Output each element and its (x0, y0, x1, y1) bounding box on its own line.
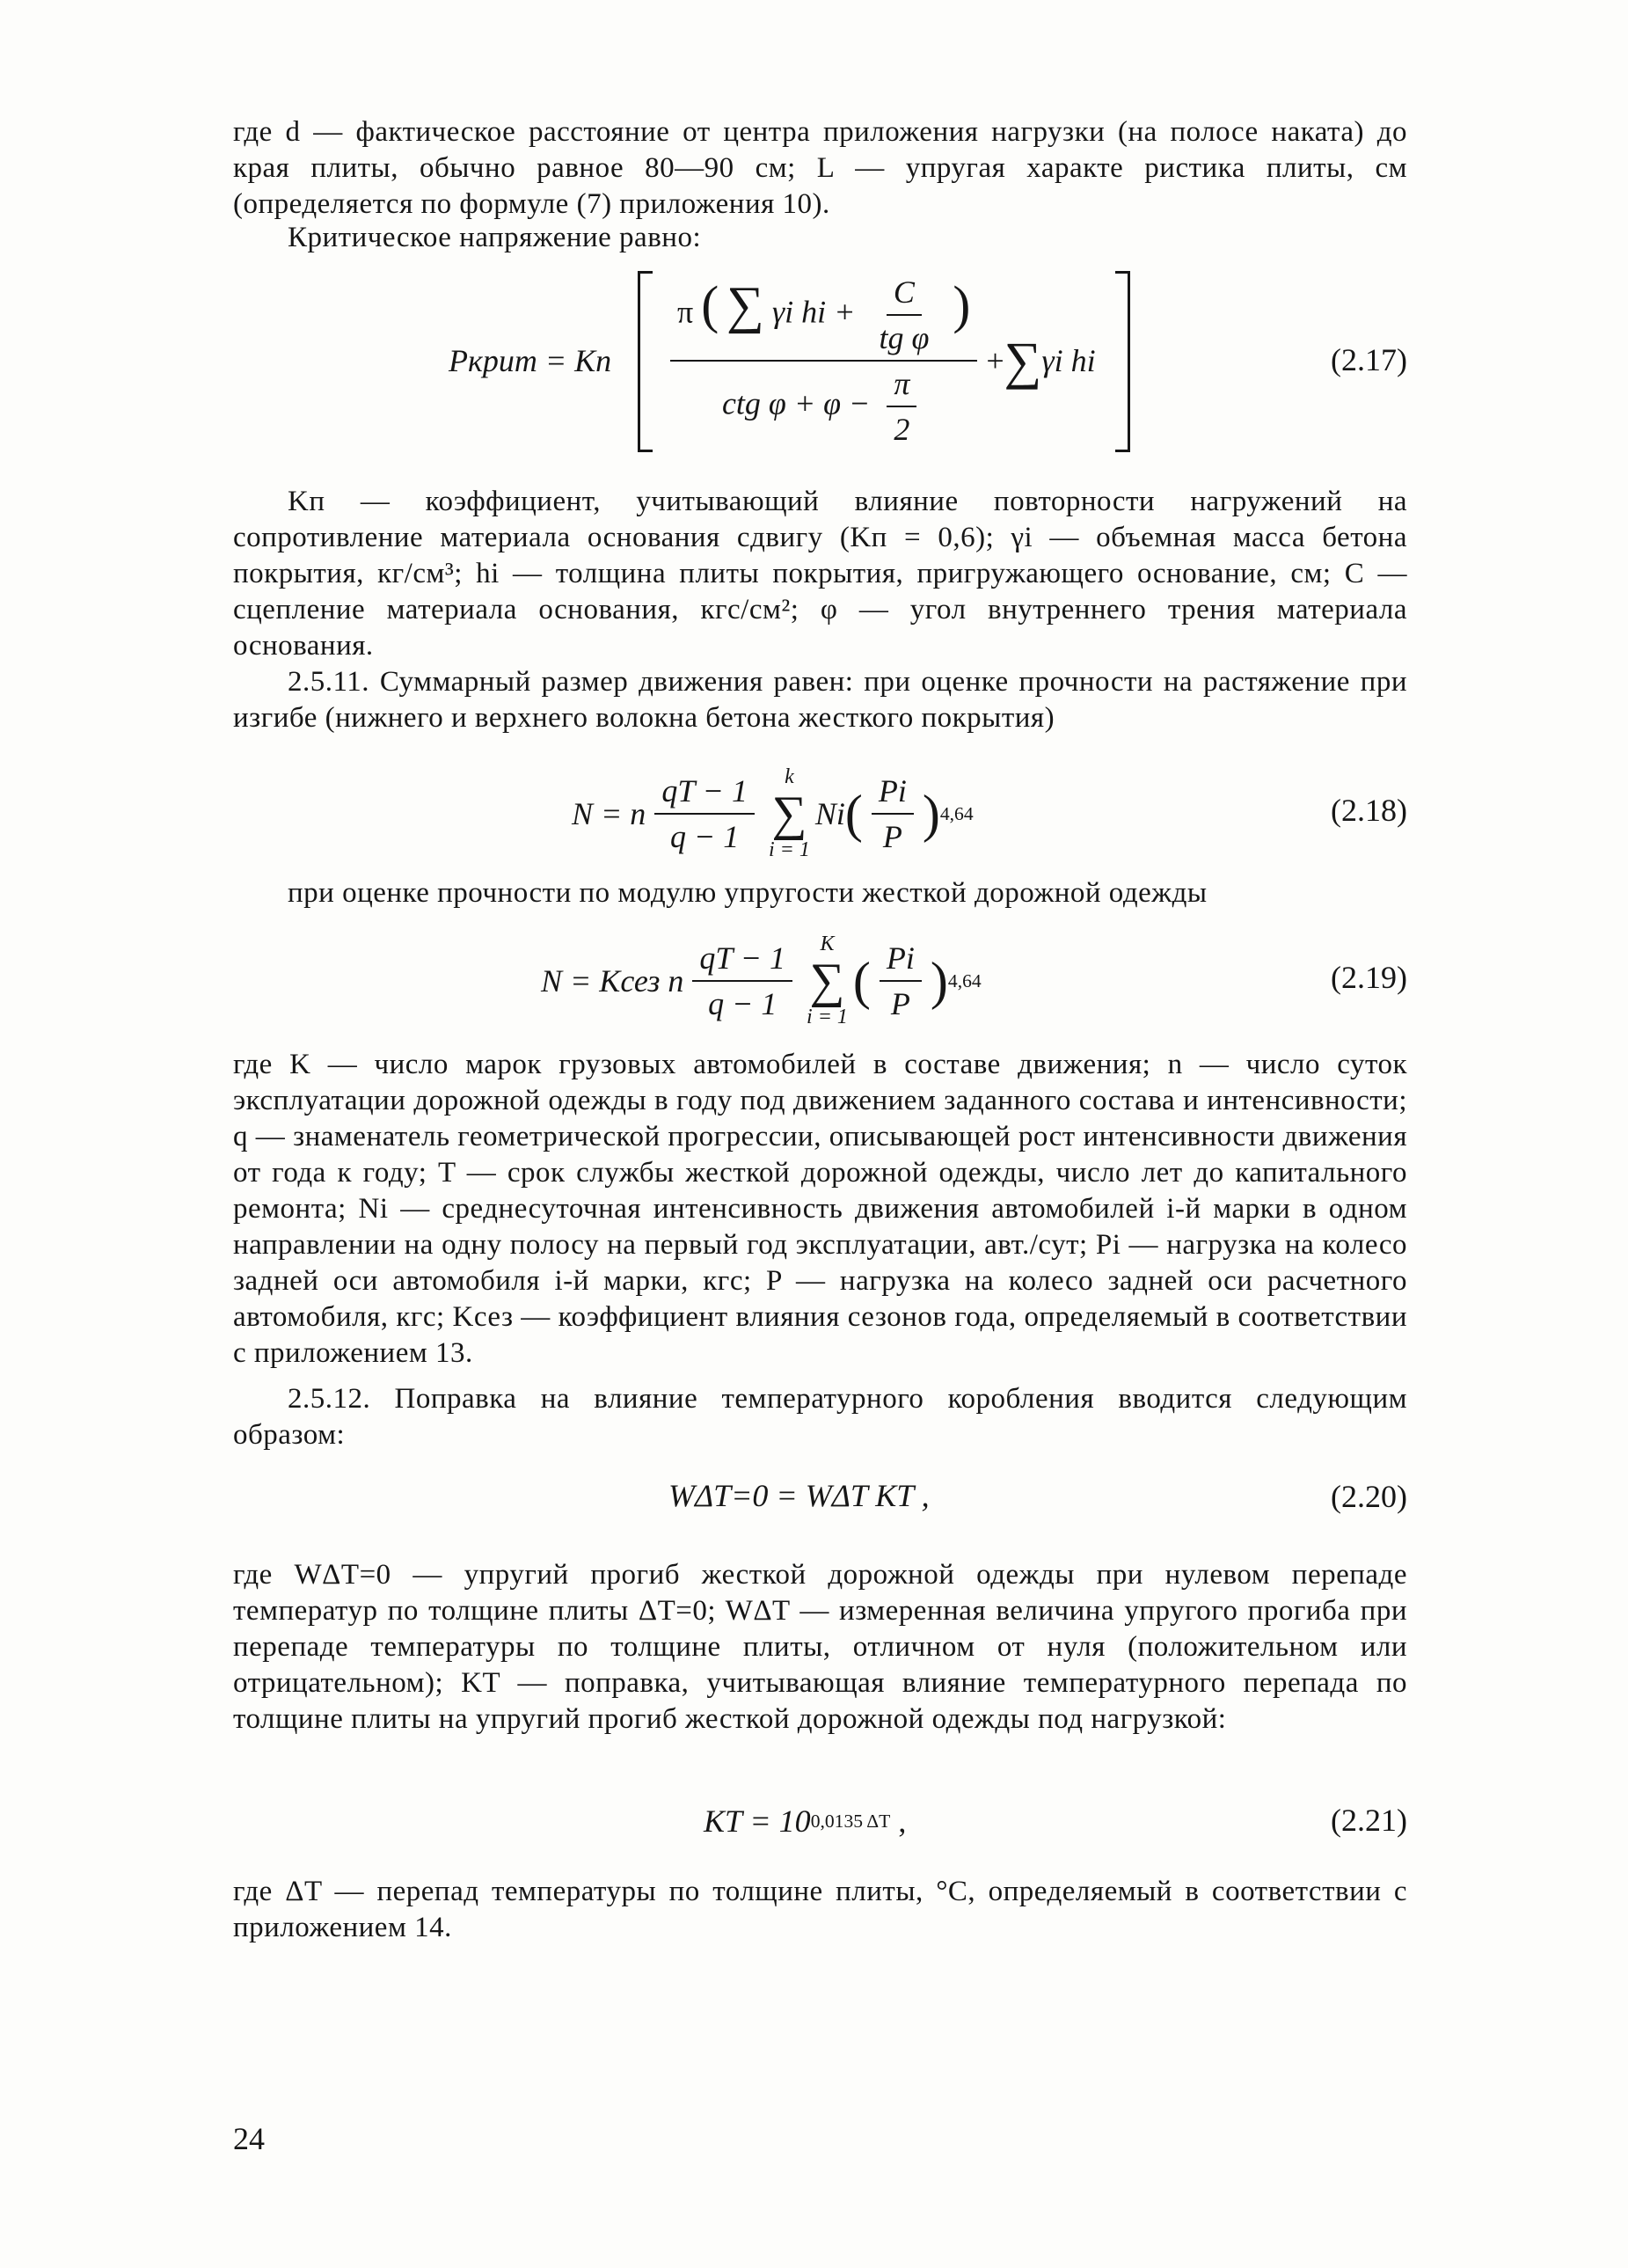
exponent: 4,64 (947, 969, 982, 991)
pi-numerator: Pi (872, 772, 914, 815)
paragraph-variable-definitions: Kп — коэффициент, учитывающий влияние повторности нагружений на сопротивление материала основания сдвигу (Kп = 0,6); γi — объемная масса бетона покрытия, кг/см³; hi — толщина плиты покрытия, пригружающего основание, см; C — сцепление материала основания, кгс/см²; φ — угол внутреннего трения материала основания. (233, 486, 1407, 662)
p-denominator: P (882, 819, 902, 854)
sum-symbol: ∑ (809, 954, 845, 1008)
exponent: 4,64 (939, 802, 974, 824)
right-bracket (1115, 271, 1130, 452)
equation-number: (2.19) (1331, 960, 1407, 995)
equation-2-19: N = Kсез n $\frac{qT - 1}{q - 1}$ K ∑ i = 1 ( $\frac{Pi}{P}$ ) 4,64 (541, 933, 982, 1028)
equation-number: (2.18) (1331, 793, 1407, 828)
pi-symbol: π (677, 294, 694, 330)
fraction-denominator (715, 362, 932, 448)
paragraph-critical-stress-intro: Критическое напряжение равно: (288, 222, 702, 253)
summation (807, 933, 848, 1029)
equation-coefficient: Kп (574, 343, 612, 378)
q-numerator: qT − 1 (654, 772, 755, 815)
paragraph-definitions-d-l: где d — фактическое расстояние от центра приложения нагрузки (на полосе наката) до края плиты, обычно равное 80—90 см; L — упругая характе ристика плиты, см (определяется по формуле (7) приложения 10). (233, 116, 1407, 220)
sum-lower-limit: i = 1 (768, 838, 810, 861)
paragraph-deflection-definitions: где WΔT=0 — упругий прогиб жесткой дорожной одежды при нулевом перепаде температур по толщине плиты ΔT=0; WΔT — измеренная величина упругого прогиба при перепаде температуры по толщине плиты, отличном от нуля (положительном или отрицательном); KT — поправка, учитывающая влияние температурного перепада по толщине плиты на упругий прогиб жесткой дорожной одежды под нагрузкой: (233, 1559, 1407, 1735)
paragraph-2-5-12: 2.5.12. Поправка на влияние температурного коробления вводится следующим образом: (233, 1383, 1407, 1451)
sum-symbol: ∑ (726, 275, 764, 334)
equation-number: (2.21) (1331, 1803, 1407, 1838)
sum-lower-limit: i = 1 (807, 1006, 848, 1028)
c-numerator: C (887, 274, 922, 316)
equation-lhs: KT = 10 (704, 1803, 811, 1839)
p-ratio (872, 772, 914, 855)
q-fraction (654, 772, 755, 855)
equation-lhs: N = n (572, 796, 646, 831)
term-gamma-h: γi hi + (771, 294, 856, 330)
sum-symbol: ∑ (771, 786, 807, 841)
equation-number: (2.17) (1331, 342, 1407, 377)
sum-upper-limit: K (820, 933, 835, 955)
equation-2-20: WΔT=0 = WΔT KT , (668, 1478, 930, 1513)
pi-over-two (887, 365, 916, 448)
left-paren: ( (701, 275, 719, 334)
paragraph-temperature-definition: где ΔT — перепад температуры по толщине плиты, °C, определяемый в соответствии с приложением 14. (233, 1876, 1407, 1943)
main-fraction (670, 274, 977, 448)
equation-2-18: N = n $\frac{qT - 1}{q - 1}$ k ∑ i = 1 Ni ( $\frac{Pi}{P}$ ) 4,64 (572, 765, 974, 861)
pi-numerator: π (887, 365, 916, 407)
ni-term: Ni (814, 796, 845, 831)
right-paren: ) (953, 275, 971, 334)
fraction-numerator (670, 274, 977, 362)
paragraph-modulus-estimate: при оценке прочности по модулю упругости жесткой дорожной одежды (288, 877, 1208, 909)
equation-2-17 (449, 273, 611, 449)
exponent: 0,0135 ΔT (810, 1810, 891, 1832)
equation-2-21 (704, 1790, 906, 1852)
q-denominator: q − 1 (670, 819, 740, 854)
plus-sign: + (986, 343, 1004, 378)
summation (769, 765, 810, 862)
p-ratio (880, 940, 922, 1022)
c-over-tg-fraction (872, 274, 936, 356)
left-bracket (638, 271, 653, 452)
tg-denominator: tg φ (879, 320, 930, 355)
paragraph-2-5-11: 2.5.11. Суммарный размер движения равен: при оценке прочности на растяжение при изгибе (нижнего и верхнего волокна бетона жесткого покрытия) (233, 666, 1407, 734)
q-numerator: qT − 1 (692, 940, 792, 982)
sum-symbol: ∑ (1004, 332, 1042, 390)
p-denominator: P (890, 986, 910, 1021)
term-gamma-h: γi hi (1041, 343, 1096, 378)
equation-lhs: N = Kсез n (541, 963, 684, 999)
paragraph-traffic-definitions: где K — число марок грузовых автомобилей в составе движения; n — число суток эксплуатации дорожной одежды в году под движением заданного состава и интенсивности; q — знаменатель геометрической прогрессии, описывающей рост интенсивности движения от года к году; T — срок службы жесткой дорожной одежды, число лет до капитального ремонта; Ni — среднесуточная интенсивность движения автомобилей i-й марки в одном направлении на одну полосу на первый год эксплуатации, авт./сут; Pi — нагрузка на колесо задней оси автомобиля i-й марки, кгс; P — нагрузка на колесо задней оси расчетного автомобиля, кгс; Kсез — коэффициент влияния сезонов года, определяемый в соответствии с приложением 13. (233, 1049, 1407, 1369)
two-denominator: 2 (894, 412, 910, 447)
q-denominator: q − 1 (708, 986, 777, 1021)
equation-comma: , (898, 1803, 907, 1839)
pi-numerator: Pi (880, 940, 922, 982)
equation-number: (2.20) (1331, 1479, 1407, 1514)
ctg-term: ctg φ + φ − (721, 385, 871, 421)
equation-lhs: Pкрит = (449, 343, 567, 378)
sum-upper-limit: k (785, 765, 794, 788)
page-number: 24 (233, 2121, 265, 2156)
equation-2-17-body (661, 273, 1096, 449)
q-fraction (692, 940, 792, 1022)
